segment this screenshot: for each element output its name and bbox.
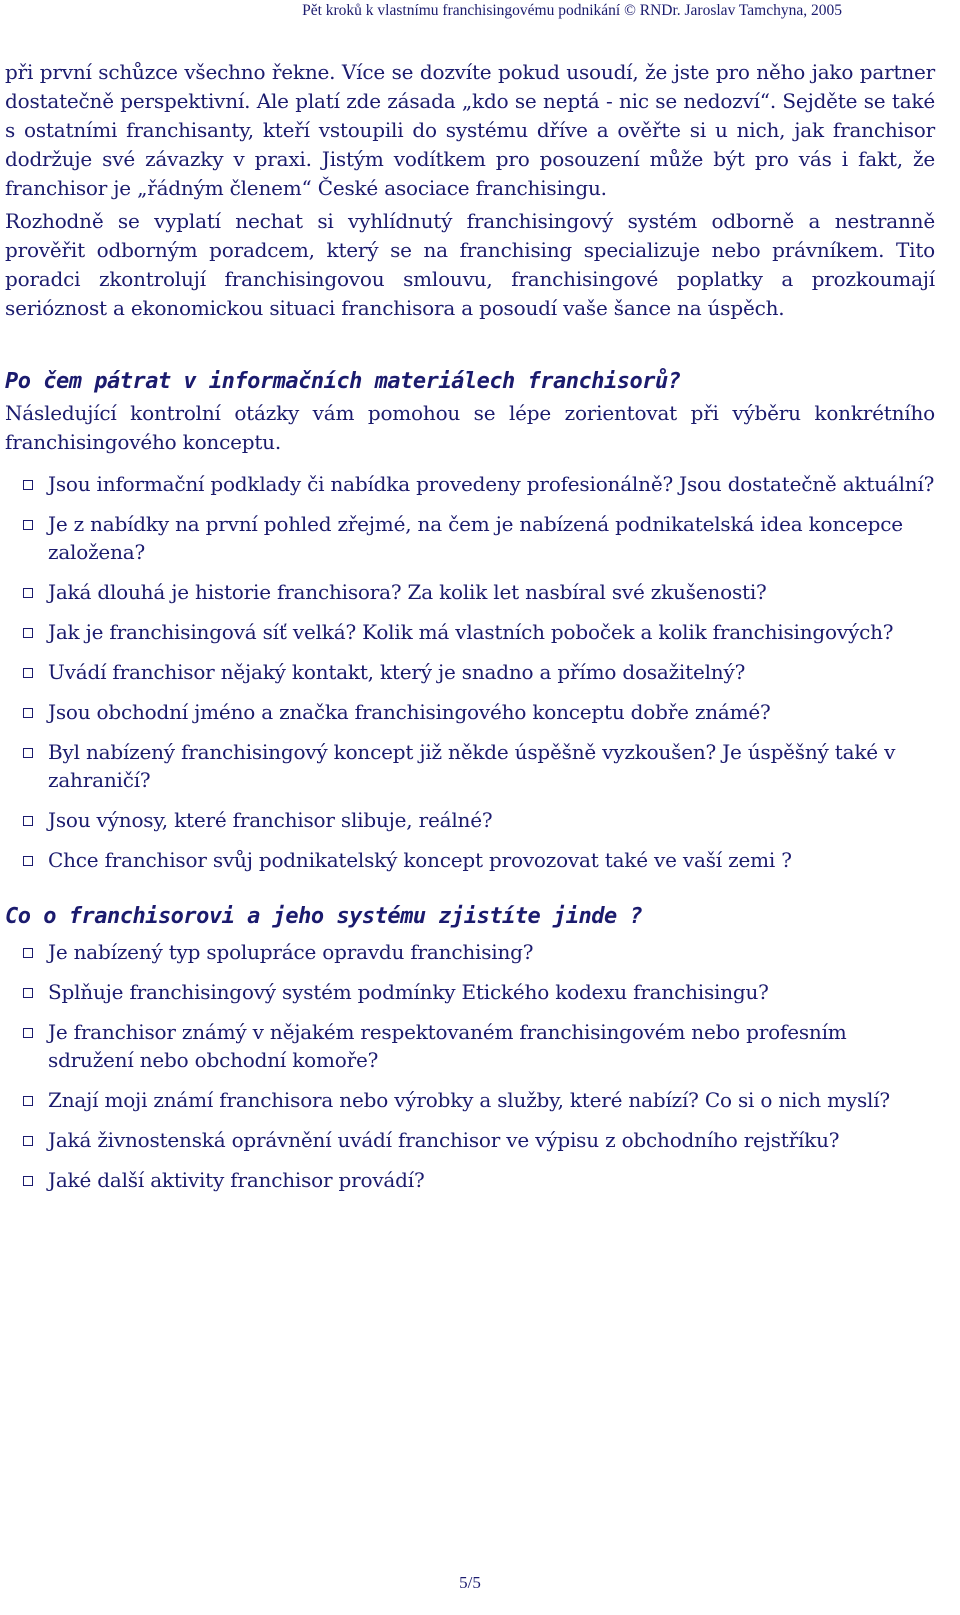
- section-intro: Následující kontrolní otázky vám pomohou se lépe zorientovat při výběru konkrétního franchisingového konceptu.: [5, 401, 935, 454]
- checklist-item: [5, 470, 935, 498]
- checklist-item-text: Je nabízený typ spolupráce opravdu franchising?: [48, 940, 534, 964]
- checklist-item-text: Uvádí franchisor nějaký kontakt, který je snadno a přímo dosažitelný?: [48, 660, 746, 684]
- page-header: Pět kroků k vlastnímu franchisingovému podnikání © RNDr. Jaroslav Tamchyna, 2005: [302, 2, 842, 19]
- section-heading: Co o franchisorovi a jeho systému zjistíte jinde ?: [5, 904, 643, 929]
- paragraph: Rozhodně se vyplatí nechat si vyhlídnutý franchisingový systém odborně a nestranně prověřit odborným poradcem, který se na franchising specializuje nebo právníkem. Tito poradci zkontrolují franchisingovou smlouvu, franchisingové poplatky a prozkoumají serióznost a ekonomickou situaci franchisora a posoudí vaše šance na úspěch.: [5, 209, 935, 320]
- checklist-item: [5, 738, 935, 794]
- checkbox-icon: [23, 668, 33, 678]
- checklist-item-text: Chce franchisor svůj podnikatelský koncept provozovat také ve vaší zemi ?: [48, 848, 792, 872]
- checklist-item: [5, 1126, 935, 1154]
- checklist-item-text: Jaká živnostenská oprávnění uvádí franchisor ve výpisu z obchodního rejstříku?: [48, 1128, 840, 1152]
- section-heading: Po čem pátrat v informačních materiálech franchisorů?: [5, 369, 681, 394]
- checklist-item: [5, 846, 935, 874]
- checkbox-icon: [23, 1136, 33, 1146]
- checklist-item: [5, 806, 935, 834]
- checkbox-icon: [23, 520, 33, 530]
- checklist-item-text: Jsou výnosy, které franchisor slibuje, reálné?: [48, 808, 493, 832]
- checklist-item-text: Jaká dlouhá je historie franchisora? Za kolik let nasbíral své zkušenosti?: [48, 580, 767, 604]
- checklist-item-text: Znají moji známí franchisora nebo výrobky a služby, které nabízí? Co si o nich myslí?: [48, 1088, 890, 1112]
- checklist-item-text: Jak je franchisingová síť velká? Kolik má vlastních poboček a kolik franchisingových?: [48, 620, 894, 644]
- checkbox-icon: [23, 628, 33, 638]
- checkbox-icon: [23, 1096, 33, 1106]
- checklist-item: [5, 1166, 935, 1194]
- checkbox-icon: [23, 1176, 33, 1186]
- page-number: 5/5: [459, 1573, 481, 1592]
- checklist-item: [5, 578, 935, 606]
- checklist-item: [5, 938, 935, 966]
- checklist-item-text: Je z nabídky na první pohled zřejmé, na čem je nabízená podnikatelská idea koncepce založena?: [48, 512, 903, 564]
- checkbox-icon: [23, 988, 33, 998]
- checkbox-icon: [23, 588, 33, 598]
- checklist-item-text: Byl nabízený franchisingový koncept již někde úspěšně vyzkoušen? Je úspěšný také v zahraničí?: [48, 740, 896, 792]
- checkbox-icon: [23, 1028, 33, 1038]
- checklist-item-text: Jsou obchodní jméno a značka franchisingového konceptu dobře známé?: [48, 700, 771, 724]
- checklist: [5, 470, 935, 874]
- checklist-item: [5, 618, 935, 646]
- checklist-item-text: Je franchisor známý v nějakém respektovaném franchisingovém nebo profesním sdružení nebo obchodní komoře?: [48, 1020, 847, 1072]
- checkbox-icon: [23, 816, 33, 826]
- checkbox-icon: [23, 480, 33, 490]
- checkbox-icon: [23, 948, 33, 958]
- checklist-item-text: Splňuje franchisingový systém podmínky Etického kodexu franchisingu?: [48, 980, 769, 1004]
- checklist-item: [5, 510, 935, 566]
- checklist: [5, 938, 935, 1194]
- checkbox-icon: [23, 708, 33, 718]
- checkbox-icon: [23, 748, 33, 758]
- paragraph: při první schůzce všechno řekne. Více se dozvíte pokud usoudí, že jste pro něho jako partner dostatečně perspektivní. Ale platí zde zásada „kdo se neptá - nic se nedozví“. Sejděte se také s ostatními franchisanty, kteří vstoupili do systému dříve a ověřte si u nich, jak franchisor dodržuje své závazky v praxi. Jistým vodítkem pro posouzení může být pro vás i fakt, že franchisor je „řádným členem“ České asociace franchisingu.: [5, 60, 935, 200]
- checklist-item: [5, 658, 935, 686]
- checklist-item: [5, 1018, 935, 1074]
- checklist-item: [5, 1086, 935, 1114]
- checklist-item: [5, 698, 935, 726]
- checkbox-icon: [23, 856, 33, 866]
- checklist-item-text: Jsou informační podklady či nabídka provedeny profesionálně? Jsou dostatečně aktuální?: [48, 472, 935, 496]
- checklist-item: [5, 978, 935, 1006]
- document-body: [5, 58, 935, 1206]
- checklist-item-text: Jaké další aktivity franchisor provádí?: [48, 1168, 425, 1192]
